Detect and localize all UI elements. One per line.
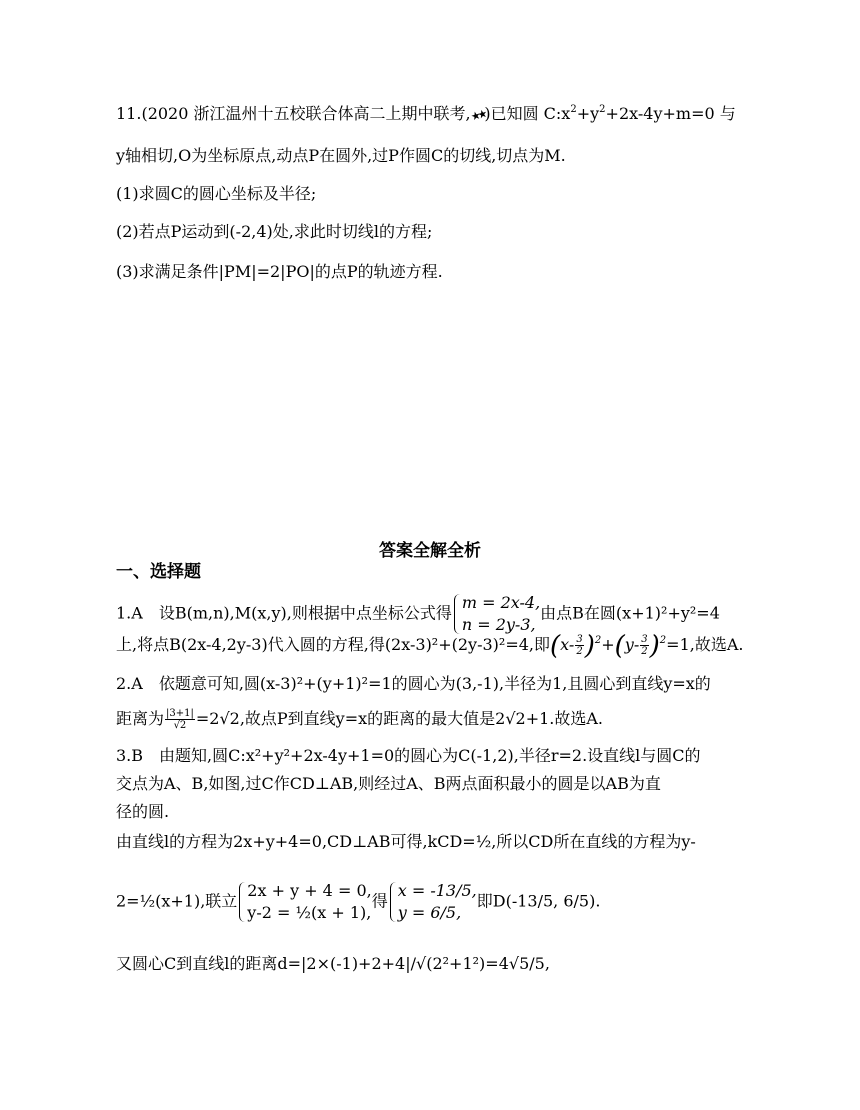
answer-3-line-4: 由直线l的方程为2x+y+4=0,CD⊥AB可得,kCD=½,所以CD所在直线的方程为y-	[116, 832, 696, 851]
answer-1-line-1: 1.A 设B(m,n),M(x,y),则根据中点坐标公式得m = 2x-4, n = 2y-3,由点B在圆(x+1)²+y²=4	[116, 593, 720, 634]
problem-11-line-1: 11.(2020 浙江温州十五校联合体高二上期中联考,★★)已知圆 $C:x^2+y^2+2x-4y+m=0$ 与	[116, 104, 736, 126]
equation-system-2: 2x + y + 4 = 0, y-2 = ½(x + 1),	[237, 880, 371, 924]
answer-3-line-6: 又圆心C到直线l的距离d=|2×(-1)+2+4|/√(2²+1²)=4√5/5,	[116, 954, 550, 973]
answer-3-line-5: 2=½(x+1),联立2x + y + 4 = 0, y-2 = ½(x + 1),得x = -13/5, y = 6/5,即D(-13/5, 6/5).	[116, 881, 601, 922]
problem-11-part-2: (2)若点P运动到(-2,4)处,求此时切线l的方程;	[116, 222, 433, 241]
difficulty-stars-icon: ★★	[469, 107, 486, 124]
problem-11-line-2: y轴相切,O为坐标原点,动点P在圆外,过P作圆C的切线,切点为M.	[116, 146, 566, 165]
problem-11-part-3: (3)求满足条件|PM|=2|PO|的点P的轨迹方程.	[116, 262, 443, 281]
answer-1-line-2: 上,将点B(2x-4,2y-3)代入圆的方程,得(2x-3)²+(2y-3)²=4,即(x- $\frac{3}{2}$ )$^2$+(y- $\frac{3}{2}$ )$^2$=1,故选A.	[116, 631, 744, 661]
answers-title: 答案全解全析	[379, 541, 481, 561]
distance-fraction: $\frac{|3+1|}{√2}$	[166, 708, 194, 731]
answer-3-line-2: 交点为A、B,如图,过C作CD⊥AB,则经过A、B两点面积最小的圆是以AB为直	[116, 774, 661, 793]
equation-system-1: m = 2x-4, n = 2y-3,	[452, 592, 540, 636]
section-heading: 一、选择题	[116, 562, 201, 582]
answer-3-line-1: 3.B 由题知,圆C:x²+y²+2x-4y+1=0的圆心为C(-1,2),半径r=2.设直线l与圆C的	[116, 746, 701, 765]
answer-2-line-1: 2.A 依题意可知,圆(x-3)²+(y+1)²=1的圆心为(3,-1),半径为1,且圆心到直线y=x的	[116, 674, 711, 693]
answer-2-line-2: 距离为 $\frac{|3+1|}{√2}$ =2√2,故点P到直线y=x的距离的最大值是2√2+1.故选A.	[116, 708, 604, 731]
equation-system-3: x = -13/5, y = 6/5,	[388, 880, 477, 924]
answer-3-line-3: 径的圆.	[116, 802, 170, 821]
problem-11-part-1: (1)求圆C的圆心坐标及半径;	[116, 184, 317, 203]
